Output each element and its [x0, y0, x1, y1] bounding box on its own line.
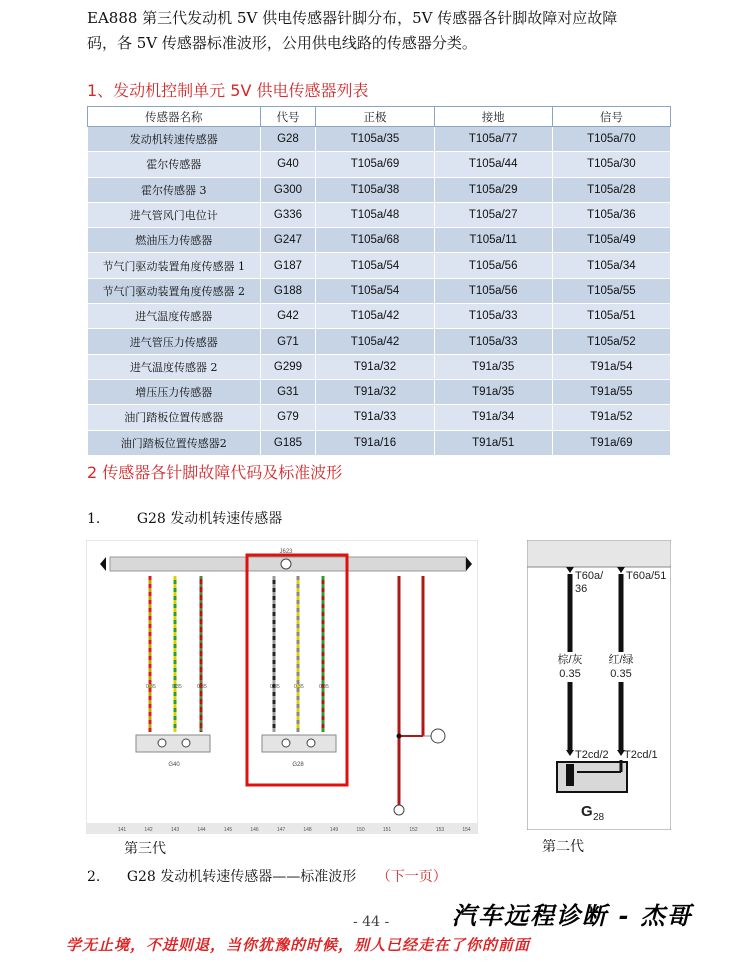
cell-name: 霍尔传感器: [88, 152, 261, 177]
wire-left-size: 0.35: [559, 668, 581, 680]
page-number: - 44 -: [353, 914, 390, 930]
header-name: 传感器名称: [88, 107, 261, 127]
svg-text:0.35: 0.35: [197, 684, 207, 690]
cell-signal: T91a/52: [552, 405, 670, 430]
cell-ground: T105a/29: [434, 177, 552, 202]
ruler-number: 146: [250, 827, 259, 833]
wiring-diagram-gen2: [527, 540, 671, 830]
cell-positive: T105a/48: [316, 202, 434, 227]
section-2-title: 2 传感器各针脚故障代码及标准波形: [87, 463, 343, 482]
wire-right-color: 红/绿: [608, 654, 634, 666]
intro-paragraph: [87, 6, 687, 56]
cell-ground: T91a/51: [434, 430, 552, 455]
sensor-g28-label: G28: [292, 762, 304, 768]
cell-code: G79: [260, 405, 316, 430]
header-signal: 信号: [552, 107, 670, 127]
cell-signal: T105a/36: [552, 202, 670, 227]
cell-signal: T91a/69: [552, 430, 670, 455]
cell-ground: T91a/34: [434, 405, 552, 430]
cell-name: 进气温度传感器 2: [88, 354, 261, 379]
cell-name: 进气管风门电位计: [88, 202, 261, 227]
cell-code: G299: [260, 354, 316, 379]
cell-ground: T105a/44: [434, 152, 552, 177]
cell-name: 发动机转速传感器: [88, 127, 261, 152]
cell-signal: T105a/49: [552, 228, 670, 253]
cell-name: 燃油压力传感器: [88, 228, 261, 253]
cell-ground: T105a/33: [434, 329, 552, 354]
table-row: [88, 228, 671, 253]
cell-ground: T105a/27: [434, 202, 552, 227]
next-page-link[interactable]: （下一页）: [376, 869, 447, 885]
cell-positive: T105a/54: [316, 253, 434, 278]
ruler-number: 148: [303, 827, 312, 833]
cell-positive: T105a/68: [316, 228, 434, 253]
table-row: [88, 127, 671, 152]
cell-signal: T105a/34: [552, 253, 670, 278]
item-2: [87, 866, 447, 886]
cell-code: G42: [260, 304, 316, 329]
cell-code: G28: [260, 127, 316, 152]
cell-name: 进气管压力传感器: [88, 329, 261, 354]
cell-positive: T105a/54: [316, 278, 434, 303]
cell-name: 进气温度传感器: [88, 304, 261, 329]
cell-code: G336: [260, 202, 316, 227]
pin-left-top-number: 36: [575, 583, 588, 595]
cell-positive: T105a/42: [316, 329, 434, 354]
svg-text:0.35: 0.35: [294, 684, 304, 690]
caption-gen2: 第二代: [542, 839, 584, 855]
cell-ground: T105a/77: [434, 127, 552, 152]
table-row: [88, 253, 671, 278]
sensor-label-g: G: [581, 803, 593, 820]
pin-left-top: T60a/: [575, 570, 604, 582]
item-2-number: 2.: [87, 869, 101, 885]
cell-code: G247: [260, 228, 316, 253]
table-header-row: [88, 107, 671, 127]
header-code: 代号: [260, 107, 316, 127]
section-1-title: 1、发动机控制单元 5V 供电传感器列表: [87, 81, 369, 100]
cell-code: G71: [260, 329, 316, 354]
cell-signal: T105a/70: [552, 127, 670, 152]
cell-name: 增压压力传感器: [88, 379, 261, 404]
brand-signature: 汽车远程诊断 - 杰哥: [452, 901, 693, 930]
cell-name: 节气门驱动装置角度传感器 2: [88, 278, 261, 303]
ruler-number: 142: [144, 827, 153, 833]
cell-positive: T91a/33: [316, 405, 434, 430]
ruler-number: 144: [197, 827, 206, 833]
header-ground: 接地: [434, 107, 552, 127]
pin-right-top: T60a/51: [626, 570, 667, 582]
table-row: [88, 304, 671, 329]
ruler-number: 150: [356, 827, 365, 833]
cell-code: G31: [260, 379, 316, 404]
sensor-label-28: 28: [593, 812, 605, 823]
cell-code: G300: [260, 177, 316, 202]
table-row: [88, 354, 671, 379]
cell-ground: T91a/35: [434, 379, 552, 404]
wiring-diagram-gen3: [86, 540, 478, 834]
item-1-number: 1.: [87, 511, 101, 527]
wire-right-size: 0.35: [610, 668, 632, 680]
cell-name: 霍尔传感器 3: [88, 177, 261, 202]
ruler-number: 153: [435, 827, 445, 833]
cell-signal: T105a/55: [552, 278, 670, 303]
header-positive: 正极: [316, 107, 434, 127]
cell-positive: T105a/38: [316, 177, 434, 202]
item-2-text: G28 发动机转速传感器——标准波形: [126, 869, 357, 885]
ruler-number: 147: [276, 827, 286, 833]
cell-ground: T105a/56: [434, 278, 552, 303]
cell-signal: T91a/54: [552, 354, 670, 379]
cell-code: G188: [260, 278, 316, 303]
item-1: [87, 508, 282, 528]
cell-positive: T105a/69: [316, 152, 434, 177]
svg-text:0.35: 0.35: [270, 684, 280, 690]
caption-gen3: 第三代: [124, 841, 166, 857]
ruler-number: 149: [329, 827, 339, 833]
cell-signal: T105a/28: [552, 177, 670, 202]
cell-signal: T105a/52: [552, 329, 670, 354]
cell-positive: T91a/32: [316, 354, 434, 379]
cell-code: G187: [260, 253, 316, 278]
cell-positive: T91a/32: [316, 379, 434, 404]
ruler-number: 154: [462, 827, 471, 833]
cell-name: 油门踏板位置传感器2: [88, 430, 261, 455]
item-1-text: G28 发动机转速传感器: [136, 511, 283, 527]
intro-line-1: EA888 第三代发动机 5V 供电传感器针脚分布，5V 传感器各针脚故障对应故障: [87, 9, 618, 27]
sensor-g40-label: G40: [168, 762, 180, 768]
wire-left-color: 棕/灰: [557, 654, 583, 666]
table-row: [88, 278, 671, 303]
cell-positive: T105a/35: [316, 127, 434, 152]
cell-positive: T105a/42: [316, 304, 434, 329]
cell-ground: T105a/11: [434, 228, 552, 253]
table-row: [88, 379, 671, 404]
table-row: [88, 405, 671, 430]
cell-ground: T91a/35: [434, 354, 552, 379]
cell-code: G40: [260, 152, 316, 177]
table-row: [88, 202, 671, 227]
pin-left-bottom: T2cd/2: [575, 749, 609, 761]
ruler-number: 151: [382, 827, 392, 833]
table-body: [88, 127, 671, 456]
cell-positive: T91a/16: [316, 430, 434, 455]
ruler-number: 145: [223, 827, 233, 833]
wiring-diagram-gen2-svg: [527, 540, 671, 830]
cell-ground: T105a/56: [434, 253, 552, 278]
pin-right-bottom: T2cd/1: [624, 749, 658, 761]
ruler-number: 143: [170, 827, 180, 833]
svg-text:0.35: 0.35: [319, 684, 329, 690]
svg-text:0.35: 0.35: [172, 684, 182, 690]
cell-ground: T105a/33: [434, 304, 552, 329]
ruler-number: 152: [409, 827, 418, 833]
ruler-number: 141: [117, 827, 127, 833]
table-row: [88, 329, 671, 354]
cell-signal: T91a/55: [552, 379, 670, 404]
connector-label: J623: [279, 549, 293, 555]
table-row: [88, 430, 671, 455]
table-row: [88, 177, 671, 202]
footer-motto: 学无止境，不进则退，当你犹豫的时候，别人已经走在了你的前面: [66, 936, 531, 954]
table-row: [88, 152, 671, 177]
cell-code: G185: [260, 430, 316, 455]
cell-signal: T105a/30: [552, 152, 670, 177]
wiring-diagram-gen3-svg: [86, 540, 478, 834]
cell-name: 节气门驱动装置角度传感器 1: [88, 253, 261, 278]
sensor-table: [87, 106, 671, 456]
svg-text:0.35: 0.35: [146, 684, 156, 690]
cell-name: 油门踏板位置传感器: [88, 405, 261, 430]
intro-line-2: 码，各 5V 传感器标准波形，公用供电线路的传感器分类。: [87, 34, 477, 52]
cell-signal: T105a/51: [552, 304, 670, 329]
